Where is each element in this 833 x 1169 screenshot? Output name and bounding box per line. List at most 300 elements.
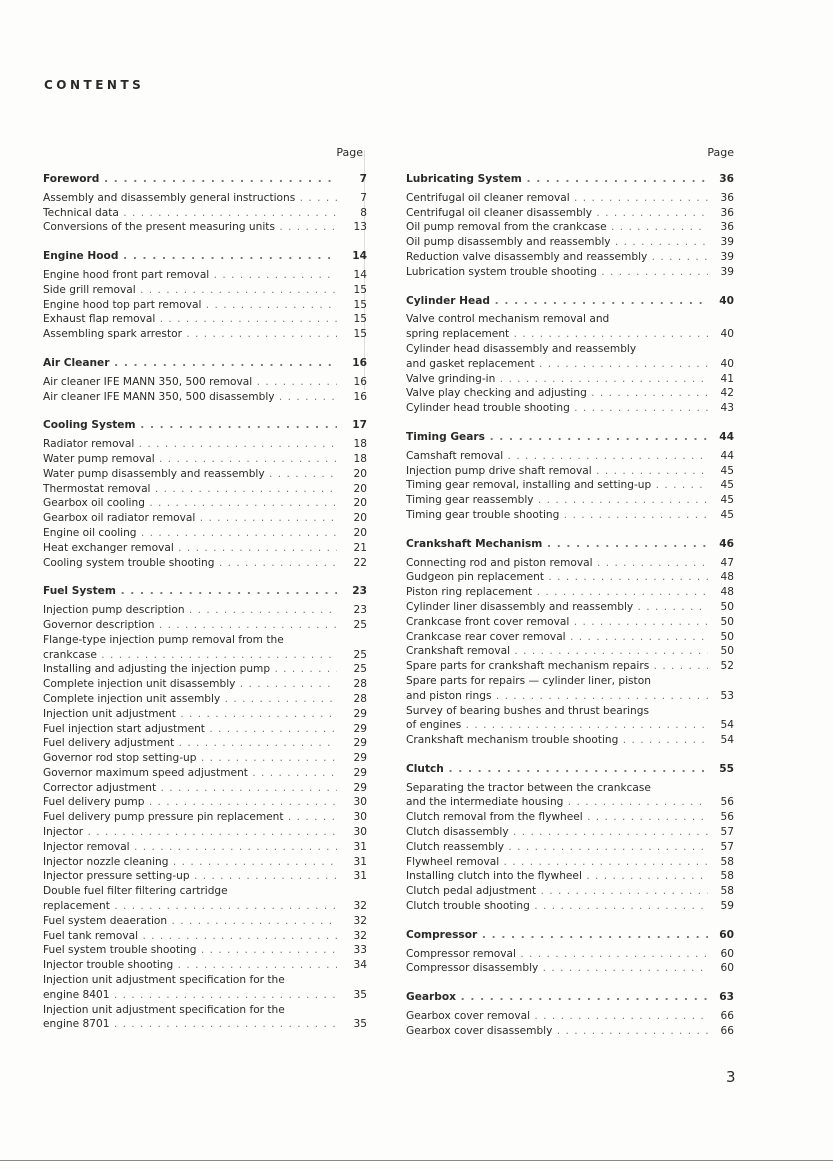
toc-entry-page: 32	[353, 914, 367, 927]
toc-entry	[406, 795, 734, 810]
toc-entry	[43, 312, 367, 327]
toc-heading-page: 16	[352, 356, 367, 369]
toc-entry-page: 50	[720, 615, 734, 628]
toc-entry	[43, 452, 367, 467]
toc-entry-text: Injection pump description . . .	[43, 603, 337, 618]
toc-entry-page: 54	[720, 734, 734, 747]
toc-entry-page: 13	[353, 221, 367, 234]
toc-entry	[406, 1024, 734, 1039]
toc-heading-text: Clutch . . .	[406, 762, 708, 777]
toc-entry-text: Clutch reassembly . . .	[406, 840, 708, 855]
toc-entry-page: 58	[720, 885, 734, 898]
toc-entry-page: 23	[353, 604, 367, 617]
toc-section	[43, 584, 367, 1032]
toc-entry	[406, 386, 734, 401]
toc-entry	[43, 191, 367, 206]
toc-entry-page: 52	[720, 660, 734, 673]
toc-entry	[43, 958, 367, 973]
toc-entry-page: 57	[720, 840, 734, 853]
toc-entry-text: Gearbox oil radiator removal . . .	[43, 511, 337, 526]
toc-entry-page: 32	[353, 900, 367, 913]
toc-entry-page: 50	[720, 645, 734, 658]
toc-heading-page: 63	[719, 991, 734, 1004]
toc-entry-page: 25	[353, 618, 367, 631]
toc-entry	[406, 659, 734, 674]
toc-entry-page: 15	[353, 328, 367, 341]
toc-entry-text: Air cleaner IFE MANN 350, 500 disassembly . . .	[43, 390, 337, 405]
toc-entry	[406, 220, 734, 235]
toc-entry	[406, 265, 734, 280]
toc-entry-page: 28	[353, 678, 367, 691]
toc-entry	[406, 401, 734, 416]
toc-entry-text: Fuel injection start adjustment . . .	[43, 722, 337, 737]
toc-entry	[406, 718, 734, 733]
toc-entry-page: 29	[353, 766, 367, 779]
toc-entry-page: 25	[353, 663, 367, 676]
toc-heading-text: Engine Hood . . .	[43, 249, 337, 264]
toc-entry-page: 45	[720, 508, 734, 521]
toc-section-heading	[43, 249, 367, 264]
toc-entry-text: Injector trouble shooting . . .	[43, 958, 337, 973]
toc-entry	[43, 943, 367, 958]
toc-entry-text: crankcase . . .	[43, 648, 337, 663]
toc-entry	[406, 570, 734, 585]
toc-section-heading	[43, 584, 367, 599]
toc-entry	[43, 840, 367, 855]
toc-section	[406, 294, 734, 416]
toc-entry-text: Water pump removal . . .	[43, 452, 337, 467]
toc-entry	[406, 704, 734, 719]
toc-entry	[406, 733, 734, 748]
toc-entry	[43, 722, 367, 737]
toc-entry-text: Conversions of the present measuring units . . .	[43, 220, 337, 235]
toc-section	[43, 356, 367, 404]
toc-entry-text: Injection unit adjustment specification for the	[43, 974, 285, 987]
toc-entry-text: Complete injection unit disassembly . . .	[43, 677, 337, 692]
toc-entry-text: Piston ring replacement . . .	[406, 585, 708, 600]
toc-entry-text: Injector . . .	[43, 825, 337, 840]
toc-entry-text: of engines . . .	[406, 718, 708, 733]
toc-entry-page: 29	[353, 737, 367, 750]
toc-entry-page: 18	[353, 438, 367, 451]
toc-entry-page: 16	[353, 375, 367, 388]
toc-entry-text: Injection unit adjustment . . .	[43, 707, 337, 722]
toc-entry-page: 15	[353, 298, 367, 311]
toc-entry-text: Timing gear reassembly . . .	[406, 493, 708, 508]
toc-entry	[43, 736, 367, 751]
toc-entry	[43, 482, 367, 497]
toc-entry	[43, 633, 367, 648]
toc-entry-text: Double fuel filter filtering cartridge	[43, 885, 228, 898]
toc-heading-page: 40	[719, 294, 734, 307]
toc-entry	[406, 615, 734, 630]
toc-entry-text: Compressor disassembly . . .	[406, 961, 708, 976]
toc-heading-page: 44	[719, 430, 734, 443]
toc-entry-text: Engine hood top part removal . . .	[43, 298, 337, 313]
toc-section-heading	[406, 537, 734, 552]
toc-entry-text: Water pump disassembly and reassembly . . .	[43, 467, 337, 482]
toc-entry-page: 54	[720, 719, 734, 732]
toc-entry-page: 48	[720, 571, 734, 584]
toc-entry-text: Corrector adjustment . . .	[43, 781, 337, 796]
toc-entry-text: Cylinder liner disassembly and reassembly . . .	[406, 600, 708, 615]
toc-heading-text: Gearbox . . .	[406, 990, 708, 1005]
toc-entry-page: 29	[353, 781, 367, 794]
toc-entry-text: Spare parts for crankshaft mechanism repairs . . .	[406, 659, 708, 674]
toc-entry	[43, 283, 367, 298]
toc-entry-page: 31	[353, 855, 367, 868]
toc-heading-page: 7	[359, 173, 367, 185]
toc-entry-text: spring replacement . . .	[406, 327, 708, 342]
toc-entry-page: 59	[720, 900, 734, 913]
toc-entry-text: Timing gear removal, installing and setting-up . . .	[406, 478, 708, 493]
toc-section	[43, 249, 367, 342]
toc-section	[406, 430, 734, 523]
toc-entry-page: 45	[720, 464, 734, 477]
toc-entry-text: Reduction valve disassembly and reassembly . . .	[406, 250, 708, 265]
toc-entry	[406, 235, 734, 250]
toc-entry	[43, 375, 367, 390]
toc-entry	[43, 929, 367, 944]
toc-heading-page: 23	[352, 585, 367, 598]
toc-entry-page: 20	[353, 482, 367, 495]
toc-entry	[43, 795, 367, 810]
toc-entry-page: 20	[353, 497, 367, 510]
toc-entry-text: Cylinder head trouble shooting . . .	[406, 401, 708, 416]
toc-entry-text: Connecting rod and piston removal . . .	[406, 556, 708, 571]
toc-entry-text: Gearbox oil cooling . . .	[43, 496, 337, 511]
toc-entry	[406, 191, 734, 206]
toc-section-heading	[406, 990, 734, 1005]
toc-entry	[43, 677, 367, 692]
toc-entry-page: 57	[720, 826, 734, 839]
toc-entry	[43, 390, 367, 405]
toc-entry-page: 39	[720, 250, 734, 263]
toc-entry	[406, 825, 734, 840]
toc-entry-text: Crankcase rear cover removal . . .	[406, 630, 708, 645]
toc-entry	[406, 810, 734, 825]
toc-entry-text: Injector nozzle cleaning . . .	[43, 855, 337, 870]
toc-entry-text: replacement . . .	[43, 899, 337, 914]
toc-entry	[406, 855, 734, 870]
toc-entry-text: Injector pressure setting-up . . .	[43, 869, 337, 884]
toc-entry	[43, 810, 367, 825]
toc-entry-page: 45	[720, 479, 734, 492]
toc-heading-text: Foreword . . .	[43, 172, 337, 187]
toc-entry	[406, 206, 734, 221]
toc-section-heading	[406, 430, 734, 445]
toc-entry	[406, 372, 734, 387]
toc-section	[406, 762, 734, 914]
toc-section	[406, 172, 734, 280]
toc-entry-page: 16	[353, 390, 367, 403]
toc-entry	[406, 1009, 734, 1024]
toc-entry	[43, 511, 367, 526]
toc-section	[43, 172, 367, 235]
toc-entry-text: Governor description . . .	[43, 618, 337, 633]
toc-section-heading	[43, 356, 367, 371]
toc-entry	[406, 449, 734, 464]
page-number: 3	[726, 1068, 736, 1086]
toc-entry	[406, 947, 734, 962]
toc-entry	[43, 603, 367, 618]
toc-entry-text: Gearbox cover removal . . .	[406, 1009, 708, 1024]
toc-entry-page: 58	[720, 855, 734, 868]
toc-entry	[43, 899, 367, 914]
toc-entry	[43, 869, 367, 884]
toc-entry-text: Fuel delivery adjustment . . .	[43, 736, 337, 751]
toc-entry-page: 40	[720, 328, 734, 341]
toc-entry	[43, 884, 367, 899]
toc-entry-page: 39	[720, 265, 734, 278]
toc-entry-text: Governor rod stop setting-up . . .	[43, 751, 337, 766]
toc-heading-text: Air Cleaner . . .	[43, 356, 337, 371]
toc-entry	[43, 541, 367, 556]
toc-heading-text: Fuel System . . .	[43, 584, 337, 599]
toc-entry-page: 66	[720, 1010, 734, 1023]
toc-entry-text: Installing and adjusting the injection pump . . .	[43, 662, 337, 677]
toc-entry-text: engine 8401 . . .	[43, 988, 337, 1003]
toc-entry-page: 43	[720, 402, 734, 415]
toc-entry-page: 8	[360, 206, 367, 219]
toc-entry-page: 50	[720, 600, 734, 613]
toc-entry-page: 32	[353, 929, 367, 942]
toc-entry	[406, 464, 734, 479]
toc-entry	[43, 648, 367, 663]
right-column	[406, 146, 734, 1053]
toc-entry-page: 60	[720, 962, 734, 975]
toc-entry	[43, 973, 367, 988]
toc-entry-page: 42	[720, 387, 734, 400]
toc-entry-text: Complete injection unit assembly . . .	[43, 692, 337, 707]
toc-entry	[43, 496, 367, 511]
toc-entry-text: Oil pump removal from the crankcase . . .	[406, 220, 708, 235]
bottom-rule	[0, 1160, 833, 1161]
left-column	[43, 146, 367, 1046]
toc-entry-text: and gasket replacement . . .	[406, 357, 708, 372]
toc-entry-page: 21	[353, 541, 367, 554]
toc-entry	[43, 298, 367, 313]
toc-entry	[406, 781, 734, 796]
toc-entry	[406, 493, 734, 508]
toc-heading-page: 60	[719, 928, 734, 941]
toc-entry	[43, 556, 367, 571]
toc-entry	[406, 961, 734, 976]
toc-entry	[406, 556, 734, 571]
toc-heading-text: Timing Gears . . .	[406, 430, 708, 445]
toc-entry-page: 20	[353, 512, 367, 525]
toc-entry-page: 29	[353, 707, 367, 720]
page-title: CONTENTS	[44, 78, 145, 92]
toc-entry	[406, 840, 734, 855]
toc-entry-page: 29	[353, 722, 367, 735]
toc-entry-text: Timing gear trouble shooting . . .	[406, 508, 708, 523]
toc-entry-text: Fuel system trouble shooting . . .	[43, 943, 337, 958]
toc-entry-text: Centrifugal oil cleaner removal . . .	[406, 191, 708, 206]
toc-entry	[406, 250, 734, 265]
toc-entry	[43, 467, 367, 482]
toc-entry-page: 66	[720, 1024, 734, 1037]
toc-heading-text: Cooling System . . .	[43, 418, 337, 433]
toc-entry-text: Fuel system deaeration . . .	[43, 914, 337, 929]
toc-entry-page: 35	[353, 988, 367, 1001]
toc-entry	[406, 869, 734, 884]
toc-entry	[43, 825, 367, 840]
toc-entry-page: 53	[720, 689, 734, 702]
toc-section	[406, 537, 734, 748]
toc-entry-text: Centrifugal oil cleaner disassembly . . .	[406, 206, 708, 221]
toc-entry	[406, 342, 734, 357]
toc-entry-text: Governor maximum speed adjustment . . .	[43, 766, 337, 781]
page-column-header: Page	[707, 146, 734, 159]
toc-entry-page: 44	[720, 449, 734, 462]
toc-entry-page: 30	[353, 826, 367, 839]
toc-entry-page: 36	[720, 221, 734, 234]
toc-entry-text: Camshaft removal . . .	[406, 449, 708, 464]
toc-entry-text: Flywheel removal . . .	[406, 855, 708, 870]
toc-entry	[43, 766, 367, 781]
toc-entry-text: Injector removal . . .	[43, 840, 337, 855]
toc-entry-page: 7	[360, 191, 367, 204]
toc-entry-page: 20	[353, 526, 367, 539]
toc-entry-page: 31	[353, 840, 367, 853]
toc-entry-text: Injection pump drive shaft removal . . .	[406, 464, 708, 479]
toc-entry-text: Installing clutch into the flywheel . . .	[406, 869, 708, 884]
toc-entry-text: Fuel delivery pump pressure pin replacement . . .	[43, 810, 337, 825]
toc-entry-text: Heat exchanger removal . . .	[43, 541, 337, 556]
toc-entry-text: and piston rings . . .	[406, 689, 708, 704]
toc-entry	[406, 327, 734, 342]
toc-entry-page: 15	[353, 313, 367, 326]
toc-entry	[406, 585, 734, 600]
toc-entry-page: 30	[353, 796, 367, 809]
toc-entry-text: Valve play checking and adjusting . . .	[406, 386, 708, 401]
toc-entry-text: Clutch pedal adjustment . . .	[406, 884, 708, 899]
toc-heading-text: Crankshaft Mechanism . . .	[406, 537, 708, 552]
toc-heading-page: 55	[719, 762, 734, 775]
toc-entry-page: 50	[720, 630, 734, 643]
toc-entry-page: 48	[720, 586, 734, 599]
toc-entry-text: Valve control mechanism removal and	[406, 313, 610, 326]
toc-entry-text: Clutch trouble shooting . . .	[406, 899, 708, 914]
toc-heading-text: Cylinder Head . . .	[406, 294, 708, 309]
toc-entry	[43, 751, 367, 766]
toc-entry-text: Engine oil cooling . . .	[43, 526, 337, 541]
toc-entry	[43, 1017, 367, 1032]
toc-entry	[406, 478, 734, 493]
toc-entry-text: Cooling system trouble shooting . . .	[43, 556, 337, 571]
toc-entry-text: Survey of bearing bushes and thrust bearings	[406, 704, 649, 717]
toc-section-heading	[406, 172, 734, 187]
toc-entry-text: and the intermediate housing . . .	[406, 795, 708, 810]
toc-entry-page: 20	[353, 467, 367, 480]
toc-entry-page: 40	[720, 357, 734, 370]
toc-heading-page: 17	[352, 419, 367, 432]
toc-heading-page: 36	[719, 173, 734, 185]
toc-heading-page: 46	[719, 537, 734, 550]
toc-entry-text: Separating the tractor between the crankcase	[406, 781, 651, 794]
toc-section	[43, 418, 367, 570]
toc-entry-text: Crankcase front cover removal . . .	[406, 615, 708, 630]
toc-section-heading	[43, 418, 367, 433]
toc-entry-text: Engine hood front part removal . . .	[43, 268, 337, 283]
toc-entry	[406, 508, 734, 523]
toc-entry-page: 15	[353, 283, 367, 296]
toc-entry-text: Clutch removal from the flywheel . . .	[406, 810, 708, 825]
toc-entry-page: 31	[353, 870, 367, 883]
toc-entry	[406, 674, 734, 689]
toc-entry	[43, 437, 367, 452]
toc-entry	[406, 689, 734, 704]
toc-entry-page: 30	[353, 811, 367, 824]
toc-entry-page: 22	[353, 556, 367, 569]
toc-entry-text: Crankshaft mechanism trouble shooting . . .	[406, 733, 708, 748]
toc-entry-page: 36	[720, 206, 734, 219]
toc-entry-text: Gearbox cover disassembly . . .	[406, 1024, 708, 1039]
toc-entry-text: Fuel tank removal . . .	[43, 929, 337, 944]
toc-entry-text: Oil pump disassembly and reassembly . . .	[406, 235, 708, 250]
toc-entry	[43, 268, 367, 283]
page-column-header: Page	[336, 146, 363, 159]
toc-entry-page: 56	[720, 811, 734, 824]
toc-entry-page: 41	[720, 372, 734, 385]
toc-heading-text: Compressor . . .	[406, 928, 708, 943]
toc-section-heading	[406, 294, 734, 309]
toc-entry-text: Air cleaner IFE MANN 350, 500 removal . . .	[43, 375, 337, 390]
toc-entry-text: Crankshaft removal . . .	[406, 644, 708, 659]
toc-entry	[43, 781, 367, 796]
toc-entry-text: Injection unit adjustment specification for the	[43, 1003, 285, 1016]
toc-entry	[43, 526, 367, 541]
toc-entry-text: Gudgeon pin replacement . . .	[406, 570, 708, 585]
toc-entry	[43, 1003, 367, 1018]
toc-entry-text: Exhaust flap removal . . .	[43, 312, 337, 327]
toc-entry	[406, 312, 734, 327]
toc-entry	[43, 855, 367, 870]
toc-section-heading	[406, 762, 734, 777]
toc-entry-page: 35	[353, 1018, 367, 1031]
toc-section-heading	[43, 172, 367, 187]
toc-entry-text: Flange-type injection pump removal from the	[43, 633, 284, 646]
toc-entry-page: 36	[720, 191, 734, 204]
toc-entry	[406, 899, 734, 914]
toc-entry-text: Radiator removal . . .	[43, 437, 337, 452]
toc-entry	[43, 220, 367, 235]
toc-entry-text: Technical data . . .	[43, 206, 337, 221]
toc-entry	[43, 692, 367, 707]
toc-entry	[43, 662, 367, 677]
toc-section	[406, 990, 734, 1038]
toc-entry-text: Fuel delivery pump . . .	[43, 795, 337, 810]
toc-entry	[406, 600, 734, 615]
toc-entry-text: engine 8701 . . .	[43, 1017, 337, 1032]
toc-heading-text: Lubricating System . . .	[406, 172, 708, 187]
toc-heading-page: 14	[352, 250, 367, 263]
toc-entry-page: 60	[720, 947, 734, 960]
toc-entry-text: Compressor removal . . .	[406, 947, 708, 962]
toc-entry-text: Spare parts for repairs — cylinder liner, piston	[406, 674, 651, 687]
toc-entry-page: 29	[353, 752, 367, 765]
toc-entry-page: 18	[353, 452, 367, 465]
toc-entry	[43, 914, 367, 929]
toc-entry-page: 25	[353, 648, 367, 661]
toc-entry-page: 45	[720, 494, 734, 507]
toc-section-heading	[406, 928, 734, 943]
toc-entry-page: 34	[353, 959, 367, 972]
toc-entry-text: Valve grinding-in . . .	[406, 372, 708, 387]
toc-entry-text: Cylinder head disassembly and reassembly	[406, 342, 637, 355]
toc-entry	[406, 357, 734, 372]
